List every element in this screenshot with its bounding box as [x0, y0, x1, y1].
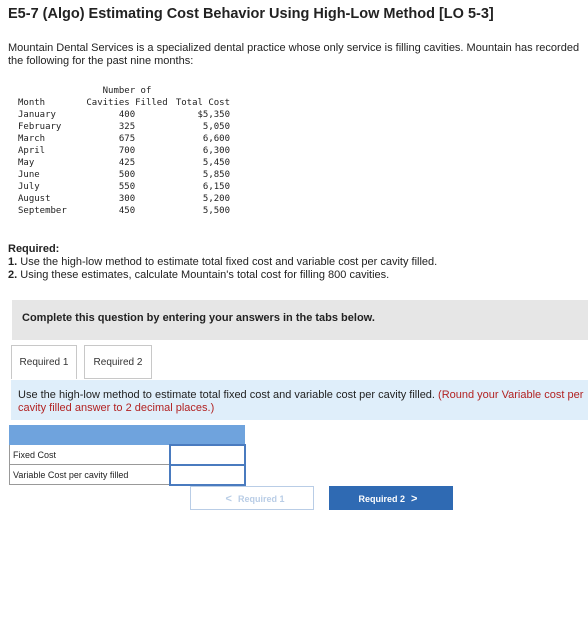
- table-row: [18, 145, 230, 157]
- answer-table: [9, 425, 246, 486]
- banner-text: Complete this question by entering your answers in the tabs below.: [22, 312, 375, 324]
- header-month: Month: [18, 98, 46, 108]
- cost-cell: 5,450: [202, 158, 230, 168]
- header-total-cost: Total Cost: [175, 98, 230, 108]
- rounding-note: (Round your Variable cost per cavity filled answer to 2 decimal places.): [18, 389, 584, 414]
- instruction-banner: [12, 300, 588, 340]
- cost-cell: 5,050: [202, 122, 230, 132]
- cavities-cell: 425: [118, 158, 136, 168]
- table-row: [18, 133, 230, 145]
- tab-required-1[interactable]: Required 1: [11, 345, 77, 379]
- month-cell: July: [18, 182, 40, 192]
- cavities-cell: 550: [118, 182, 136, 192]
- cost-cell: 6,150: [202, 182, 230, 192]
- cavities-cell: 400: [118, 110, 136, 120]
- cavities-cell: 450: [118, 206, 136, 216]
- month-cell: March: [18, 134, 46, 144]
- required-section: [8, 243, 437, 282]
- cavities-cell: 325: [118, 122, 136, 132]
- table-row: [18, 181, 230, 193]
- required-item-1: 1. Use the high-low method to estimate total fixed cost and variable cost per cavity filled.: [8, 256, 438, 268]
- chevron-left-icon: <: [225, 493, 232, 505]
- table-row: [18, 169, 230, 181]
- cavities-cell: 700: [118, 146, 136, 156]
- month-cell: August: [18, 194, 51, 204]
- table-row: [18, 109, 230, 121]
- month-cell: April: [18, 146, 46, 156]
- required-heading: Required:: [8, 243, 60, 255]
- tab-required-2[interactable]: Required 2: [84, 345, 152, 379]
- fixed-cost-label: Fixed Cost: [10, 445, 170, 465]
- answer-header-label: [10, 426, 170, 445]
- intro-text: Mountain Dental Services is a specialized dental practice whose only service is filling cavities. Mountain has recorded the following for the past nine months:: [8, 42, 580, 67]
- table-row: [18, 205, 230, 217]
- month-cell: June: [18, 170, 40, 180]
- table-row: [18, 193, 230, 205]
- month-cell: September: [18, 206, 67, 216]
- cost-cell: 5,200: [202, 194, 230, 204]
- cost-cell: $5,350: [197, 110, 230, 120]
- variable-cost-label: Variable Cost per cavity filled: [10, 465, 170, 485]
- month-cell: January: [18, 110, 56, 120]
- required-item-2: 2. Using these estimates, calculate Mountain's total cost for filling 800 cavities.: [8, 269, 390, 281]
- month-cell: May: [18, 158, 35, 168]
- cost-cell: 6,600: [202, 134, 230, 144]
- question-instruction: Use the high-low method to estimate total fixed cost and variable cost per cavity filled. (Round your Variable cost per cavity filled answer to 2 decimal places.): [11, 380, 588, 420]
- cavities-cell: 500: [118, 170, 136, 180]
- next-required-2-button[interactable]: Required 2 >: [329, 486, 453, 510]
- cavities-cell: 675: [118, 134, 136, 144]
- cavities-cell: 300: [118, 194, 136, 204]
- variable-cost-input[interactable]: [171, 469, 244, 482]
- header-cavities: Cavities Filled: [86, 98, 168, 108]
- fixed-cost-input[interactable]: [171, 449, 244, 462]
- header-number-of: Number of: [102, 86, 152, 96]
- cost-cell: 5,850: [202, 170, 230, 180]
- cost-cell: 6,300: [202, 146, 230, 156]
- page-title: E5-7 (Algo) Estimating Cost Behavior Using High-Low Method [LO 5-3]: [8, 6, 494, 22]
- prev-required-1-button: < Required 1: [190, 486, 314, 510]
- cost-data-table: [18, 85, 230, 217]
- chevron-right-icon: >: [411, 493, 418, 505]
- table-row: [18, 121, 230, 133]
- table-row: [18, 157, 230, 169]
- cost-cell: 5,500: [202, 206, 230, 216]
- month-cell: February: [18, 122, 62, 132]
- answer-header-value: [170, 426, 245, 445]
